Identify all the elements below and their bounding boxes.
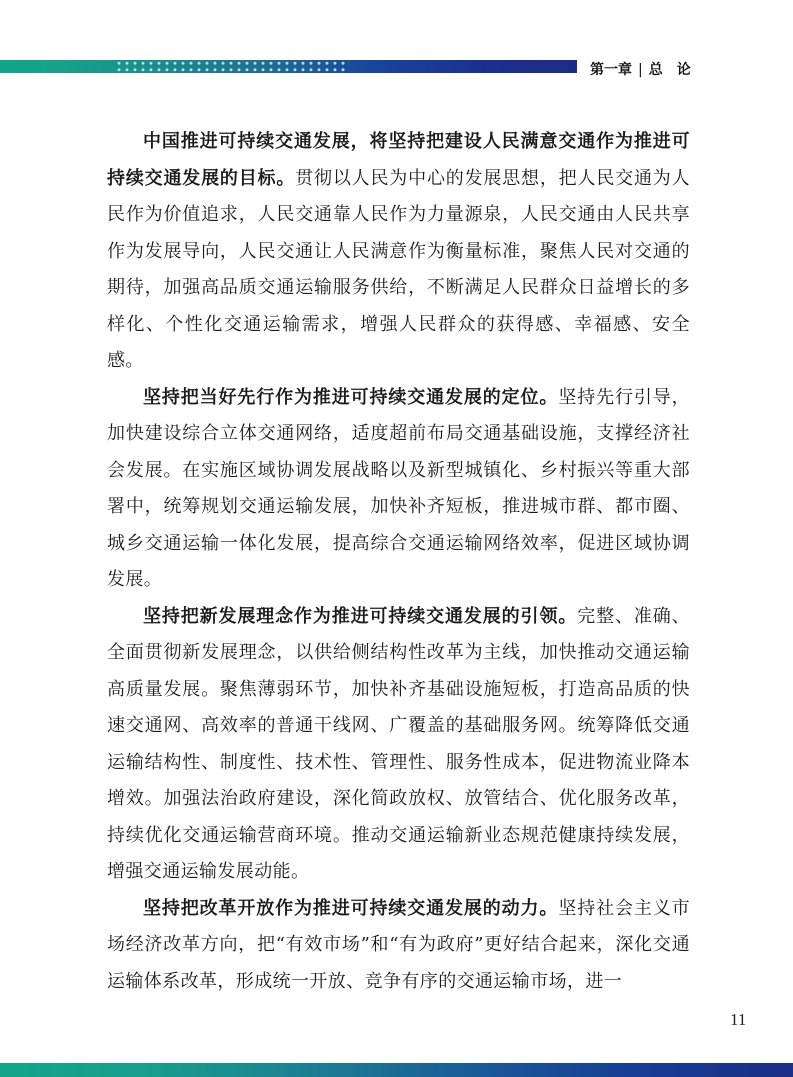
header-dot-pattern	[115, 60, 345, 73]
paragraph-text: 完整、准确、全面贯彻新发展理念，以供给侧结构性改革为主线，加快推动交通运输高质量发展。聚焦薄弱环节，加快补齐基础设施短板，打造高品质的快速交通网、高效率的普通干线网、广覆盖的基础服务网。统筹降低交通运输结构性、制度性、技术性、管理性、服务性成本，促进物流业降本增效。加强法治政府建设，深化简政放权、放管结合、优化服务改革，持续优化交通运输营商环境。推动交通运输新业态规范健康持续发展，增强交通运输发展动能。	[107, 605, 690, 882]
paragraph	[107, 380, 690, 599]
paragraph	[107, 124, 690, 380]
paragraph-lead: 坚持把当好先行作为推进可持续交通发展的定位。	[143, 386, 559, 408]
paragraph-text: 坚持社会主义市场经济改革方向，把“有效市场”和“有为政府”更好结合起来，深化交通运输体系改革，形成统一开放、竞争有序的交通运输市场，进一	[107, 897, 690, 992]
paragraph-lead: 中国推进可持续交通发展，将坚持把建设人民满意交通作为推进可持续交通发展的目标。	[107, 131, 690, 189]
running-header	[590, 60, 691, 80]
header-separator: |	[638, 62, 643, 78]
body-text	[107, 124, 690, 1000]
paragraph-lead: 坚持把改革开放作为推进可持续交通发展的动力。	[143, 897, 559, 919]
paragraph-text: 坚持先行引导，加快建设综合立体交通网络，适度超前布局交通基础设施，支撑经济社会发展。在实施区域协调发展战略以及新型城镇化、乡村振兴等重大部署中，统筹规划交通运输发展，加快补齐短板，推进城市群、都市圈、城乡交通运输一体化发展，提高综合交通运输网络效率，促进区域协调发展。	[107, 386, 690, 590]
paragraph	[107, 599, 690, 891]
paragraph-lead: 坚持把新发展理念作为推进可持续交通发展的引领。	[143, 605, 578, 627]
chapter-title: 总 论	[648, 62, 691, 78]
page-number: 11	[730, 1010, 747, 1029]
paragraph	[107, 891, 690, 1001]
paragraph-text: 贯彻以人民为中心的发展思想，把人民交通为人民作为价值追求，人民交通靠人民作为力量源泉，人民交通由人民共享作为发展导向，人民交通让人民满意作为衡量标准，聚焦人民对交通的期待，加强高品质交通运输服务供给，不断满足人民群众日益增长的多样化、个性化交通运输需求，增强人民群众的获得感、幸福感、安全感。	[107, 167, 690, 371]
chapter-label: 第一章	[590, 62, 632, 78]
footer-color-band	[0, 1063, 793, 1077]
